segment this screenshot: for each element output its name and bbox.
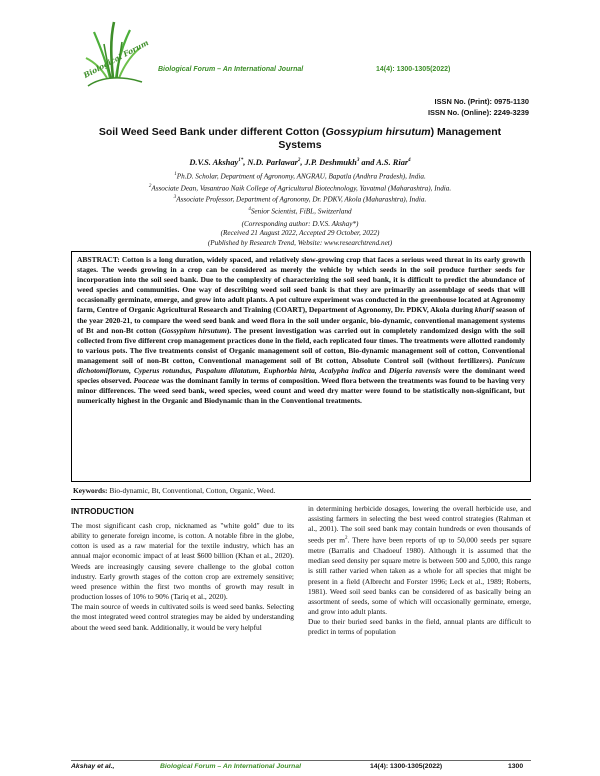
journal-name: Biological Forum – An International Journal [158,66,304,73]
title-species: Gossypium hirsutum [325,126,431,138]
section-heading-introduction: INTRODUCTION [71,507,134,516]
paragraph: The most significant cash crop, nicknamed as "white gold" due to its ability to generate foreign income, is cotton. A notable fibre in the globe, cotton is used as a raw material for the textile industry, which has an annual major economic impact of at least $600 billion (Khan et al., 2020). Weeds are increasingly causing severe challenge to the global cotton industry. Early growth stages of the cotton crop are extremely sensitive; weed presence within the first two months of growth may result in production losses of 10% to 90% (Tariq et al., 2020). [71,521,294,602]
issn-online: ISSN No. (Online): 2249-3239 [427,108,529,117]
author: D.V.S. Akshay [189,158,239,167]
author: J.P. Deshmukh [304,158,357,167]
footer-journal: Biological Forum – An International Journal [160,763,301,770]
column-right [308,504,531,638]
author: N.D. Parlawar [247,158,298,167]
abstract-box [71,251,531,482]
affiliation: $^3$Associate Professor, Department of Agronomy, Dr. PDKV, Akola (Maharashtra), India. [173,195,427,204]
affiliation: $^2$Associate Dean, Vasantrao Naik College of Agricultural Biotechnology, Yavatmal (Maharashtra), India. [148,183,452,193]
abstract-text: ABSTRACT: Cotton is a long duration, widely spaced, and relatively slow-growing crop that faces a serious weed threat in its early growth stages. The weeds growing in a crop can be considered as merely the vehicle by which seeds in the soil produce further seeds for incorporation into the soil seed bank. Due to the complexity of characterizing the soil seed bank, it is difficult to predict the abundance of weed species and communities. One way of describing weed soil seed bank is that they are primarily an assemblage of seeds that will occasionally germinate, emerge, and grow into adult plants. A pot culture experiment was conducted in the greenhouse located at Agronomy farm, Centre of Organic Agricultural Research and Training (COART), Department of Agronomy, Dr. PDKV, Akola during kharif season of the year 2020-21, to compare the weed seed bank and weed flora in the soil under organic, bio-dynamic, conventional management systems of Bt and non-Bt cotton (Gossypium hirsutum). The present investigation was carried out in completely randomized design with the soil collected from five different crop management practices done in the field, each replicated four times. The treatments were allotted randomly to various pots. The five treatments consist of Organic management soil of cotton, Bio-dynamic management soil of cotton, Conventional management soil of non-Bt cotton, Conventional management soil of Bt cotton, Absolute Control soil (without fertilizers). Panicum dichotomiflorum, Cyperus rotundus, Paspalum dilatatum, Euphorbia hirta, Acalypha indica and Digeria ravensis were the dominant weed species observed. Poaceae was the dominant family in terms of composition. Weed flora between the treatments was found to be having very minor differences. The weed seed bank, weed species, weed count and weed dry matter were found to be statistically non-significant, but numerically highest in the Organic and Biodynamic than in the Conventional treatments. [77,255,526,406]
page-number: 1300 [508,763,524,770]
paragraph: The main source of weeds in cultivated soils is weed seed banks. Selecting the most integrated weed control strategies may be aided by understanding about the weed seed bank. Additionally, it would be very helpful [71,602,294,632]
affiliation: $^4$Senior Scientist, FiBL, Switzerland [248,207,352,216]
keywords: Keywords: Bio-dynamic, Bt, Conventional, Cotton, Organic, Weed. [73,486,276,495]
article-title: Soil Weed Seed Bank under different Cotton (Gossypium hirsutum) Management Systems [98,126,502,151]
paragraph: Due to their buried seed banks in the field, annual plants are difficult to predict in terms of population [308,617,531,637]
divider [71,499,531,500]
journal-logo [80,16,151,94]
issn-print: ISSN No. (Print): 0975-1130 [434,97,529,106]
affiliations [60,170,540,217]
author: A.S. Riar [376,158,409,167]
logo-text: Biological Forum [82,38,151,80]
received-date: (Received 21 August 2022, Accepted 29 October, 2022) [220,229,380,238]
footer-divider [71,760,531,761]
article-history [60,220,540,248]
author-list: D.V.S. Akshay$^{1*}$, N.D. Parlawar$^2$, J.P. Deshmukh$^3$ and A.S. Riar$^4$ [189,158,411,167]
paragraph: in determining herbicide dosages, lowering the overall herbicide use, and assisting farmers in selecting the best weed control strategies (Rahman et al., 2001). The soil seed bank may contain hundreds or even thousands of seeds per $m^2$. There have been reports of up to 50,000 seeds per square metre (Barralis and Chadoeuf 1980). Although it is assumed that the median seed density per square metre is between 500 and 5,000, this range is still rather varied when taken as a whole for all species that might be present in a field (Albrecht and Forster 1996; Leck et al., 1989; Roberts, 1981). Weed soil seed banks can be considered of as basically being an assortment of seeds, some of which will occasionally germinate, emerge, and grow into adult plants. [308,504,531,617]
footer-authors: Akshay et al., [71,763,115,770]
journal-issue: 14(4): 1300-1305(2022) [376,66,451,73]
corresponding-author: (Corresponding author: D.V.S. Akshay*) [241,220,359,228]
column-left [71,521,294,633]
footer-issue: 14(4): 1300-1305(2022) [370,763,443,770]
affiliation: $^1$Ph.D. Scholar, Department of Agronomy, ANGRAU, Bapatla (Andhra Pradesh), India. [174,172,426,181]
publisher-note: (Published by Research Trend, Website: www.researchtrend.net) [207,238,393,247]
